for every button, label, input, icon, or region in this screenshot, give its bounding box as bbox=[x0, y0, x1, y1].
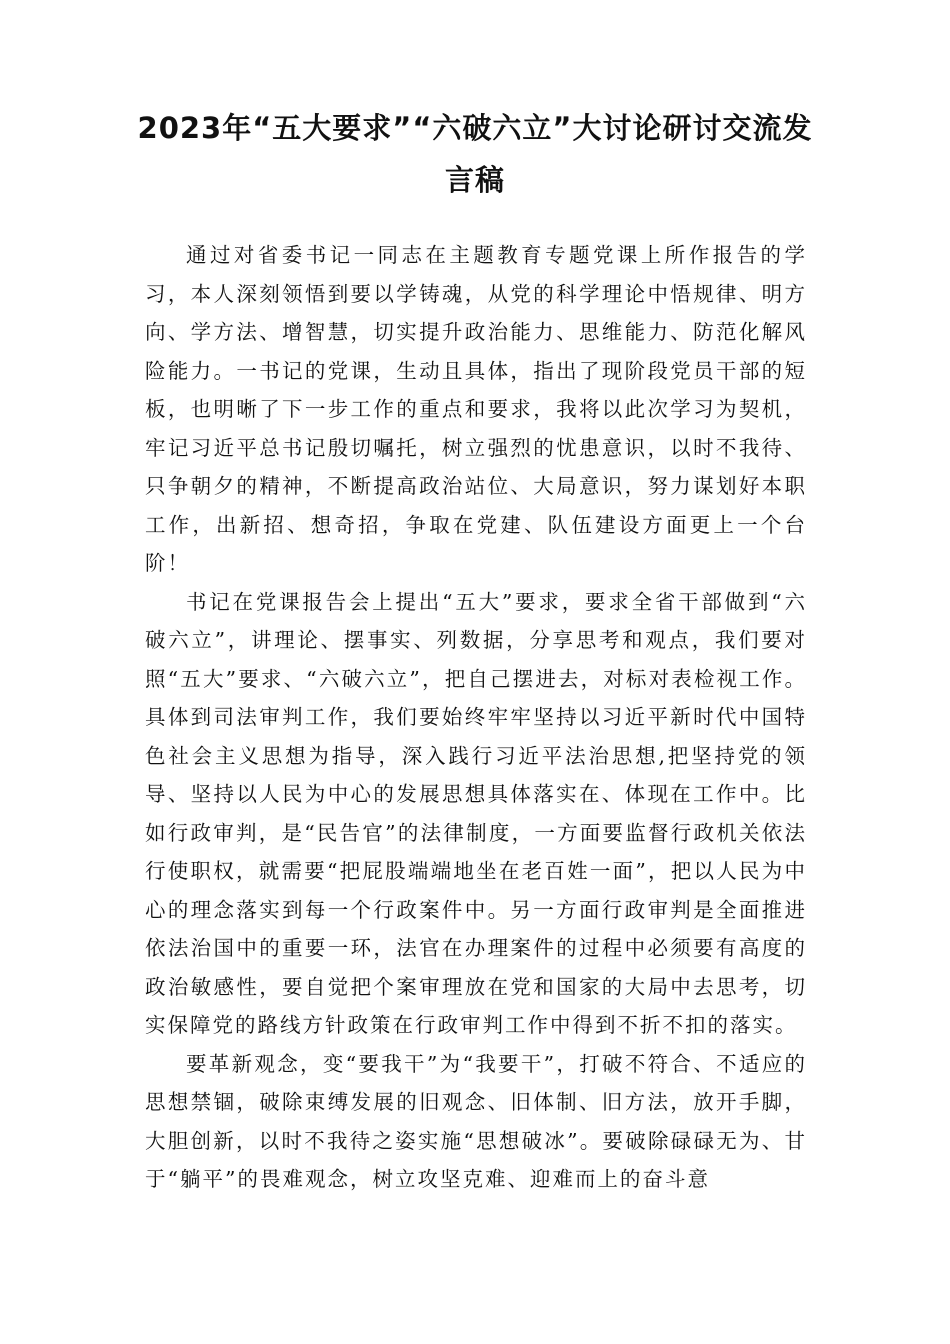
paragraph-2: 书记在党课报告会上提出“五大”要求，要求全省干部做到“六破六立”，讲理论、摆事实、列数据，分享思考和观点，我们要对照“五大”要求、“六破六立”，把自己摆进去，对标对表检视工作。具体到司法审判工作，我们要始终牢牢坚持以习近平新时代中国特色社会主义思想为指导，深入践行习近平法治思想,把坚持党的领导、坚持以人民为中心的发展思想具体落实在、体现在工作中。比如行政审判，是“民告官”的法律制度，一方面要监督行政机关依法行使职权，就需要“把屁股端端地坐在老百姓一面”，把以人民为中心的理念落实到每一个行政案件中。另一方面行政审判是全面推进依法治国中的重要一环，法官在办理案件的过程中必须要有高度的政治敏感性，要自觉把个案审理放在党和国家的大局中去思考，切实保障党的路线方针政策在行政审判工作中得到不折不扣的落实。 bbox=[145, 589, 807, 1037]
title-line-1: 2023年“五大要求”“六破六立”大讨论研讨交流发 bbox=[137, 111, 813, 145]
paragraph-1: 通过对省委书记一同志在主题教育专题党课上所作报告的学习，本人深刻领悟到要以学铸魂，从党的科学理论中悟规律、明方向、学方法、增智慧，切实提升政治能力、思维能力、防范化解风险能力。一书记的党课，生动且具体，指出了现阶段党员干部的短板，也明晰了下一步工作的重点和要求，我将以此次学习为契机，牢记习近平总书记殷切嘱托，树立强烈的忧患意识，以时不我待、只争朝夕的精神，不断提高政治站位、大局意识，努力谋划好本职工作，出新招、想奇招，争取在党建、队伍建设方面更上一个台阶！ bbox=[145, 243, 807, 575]
document-body bbox=[145, 236, 807, 1199]
document-title bbox=[130, 102, 820, 206]
title-line-2: 言稿 bbox=[444, 163, 505, 197]
paragraph-3: 要革新观念，变“要我干”为“我要干”，打破不符合、不适应的思想禁锢，破除束缚发展的旧观念、旧体制、旧方法，放开手脚，大胆创新，以时不我待之姿实施“思想破冰”。要破除碌碌无为、甘于“躺平”的畏难观念，树立攻坚克难、迎难而上的奋斗意 bbox=[145, 1051, 807, 1191]
